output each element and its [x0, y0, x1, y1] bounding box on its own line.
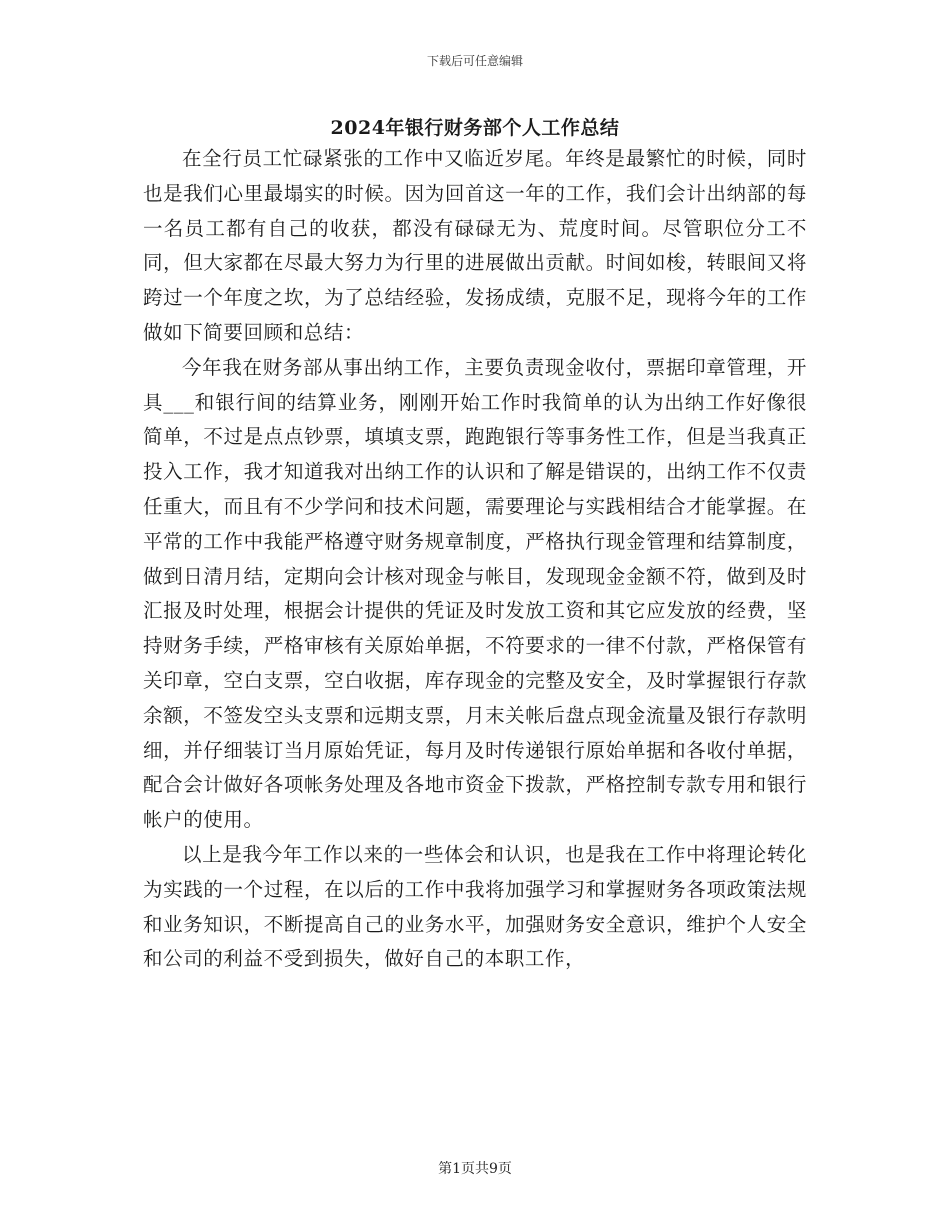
- page-number: 第1页共9页: [438, 1161, 512, 1177]
- document-title: 2024年银行财务部个人工作总结: [330, 117, 620, 139]
- paragraph-duties: 今年我在财务部从事出纳工作，主要负责现金收付，票据印章管理，开具___和银行间的结算业务，刚刚开始工作时我简单的认为出纳工作好像很简单，不过是点点钞票，填填支票，跑跑银行等事务性工作，但是当我真正投入工作，我才知道我对出纳工作的认识和了解是错误的，出纳工作不仅责任重大，而且有不少学问和技术问题，需要理论与实践相结合才能掌握。在平常的工作中我能严格遵守财务规章制度，严格执行现金管理和结算制度，做到日清月结，定期向会计核对现金与帐目，发现现金金额不符，做到及时汇报及时处理，根据会计提供的凭证及时发放工资和其它应发放的经费，坚持财务手续，严格审核有关原始单据，不符要求的一律不付款，严格保管有关印章，空白支票，空白收据，库存现金的完整及安全，及时掌握银行存款余额，不签发空头支票和远期支票，月末关帐后盘点现金流量及银行存款明细，并仔细装订当月原始凭证，每月及时传递银行原始单据和各收付单据，配合会计做好各项帐务处理及各地市资金下拨款，严格控制专款专用和银行帐户的使用。: [143, 355, 807, 832]
- paragraph-summary: 以上是我今年工作以来的一些体会和认识，也是我在工作中将理论转化为实践的一个过程，在以后的工作中我将加强学习和掌握财务各项政策法规和业务知识，不断提高自己的业务水平，加强财务安全意识，维护个人安全和公司的利益不受到损失，做好自己的本职工作，: [143, 842, 807, 971]
- page-header-note: 下载后可任意编辑: [426, 54, 523, 68]
- paragraph-intro: 在全行员工忙碌紧张的工作中又临近岁尾。年终是最繁忙的时候，同时也是我们心里最塌实的时候。因为回首这一年的工作，我们会计出纳部的每一名员工都有自己的收获，都没有碌碌无为、荒度时间。尽管职位分工不同，但大家都在尽最大努力为行里的进展做出贡献。时间如梭，转眼间又将跨过一个年度之坎，为了总结经验，发扬成绩，克服不足，现将今年的工作做如下简要回顾和总结：: [143, 147, 807, 344]
- document-body: [143, 142, 807, 977]
